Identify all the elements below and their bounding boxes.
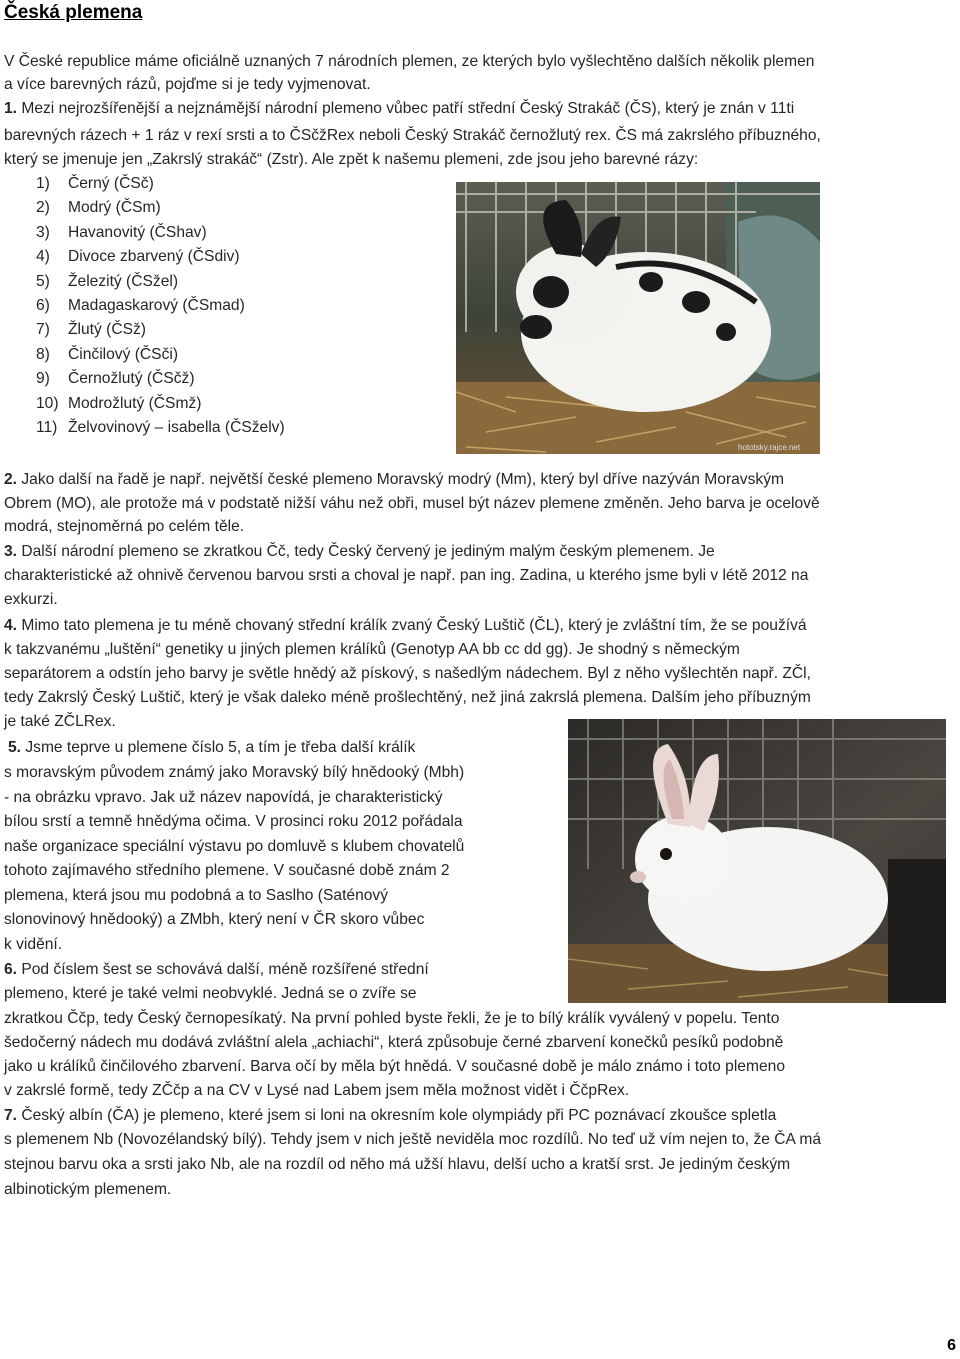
- section-text: Další národní plemeno se zkratkou Čč, tedy Český červený je jediným malým českým plemenem. Je: [17, 543, 715, 560]
- spotted-rabbit-photo: [456, 182, 820, 454]
- intro-line: a více barevných rázů, pojďme si je tedy vyjmenovat.: [4, 76, 371, 93]
- section-7-line: albinotickým plemenem.: [4, 1181, 172, 1198]
- section-text: Jako další na řadě je např. největší české plemeno Moravský modrý (Mm), který byl dříve nazýván Moravským: [17, 471, 784, 488]
- section-5-line: - na obrázku vpravo. Jak už název napovídá, je charakteristický: [4, 789, 443, 806]
- section-6-line: šedočerný nádech mu dodává zvláštní alela „achiachi“, která způsobuje černé zbarvení konečků pesíků podobně: [4, 1034, 784, 1051]
- section-4-line: [4, 614, 807, 638]
- section-6-line: zkratkou Ččp, tedy Český černopesíkatý. Na první pohled byste řekli, že je to bílý králík vyválený v popelu. Tento: [4, 1010, 780, 1027]
- section-5-line: bílou srstí a temně hnědýma očima. V prosinci roku 2012 pořádala: [4, 813, 463, 830]
- intro-line: V České republice máme oficiálně uznaných 7 národních plemen, ze kterých bylo vyšlechtěno dalších několik plemen: [4, 53, 815, 70]
- section-5-line: s moravským původem známý jako Moravský bílý hnědooký (Mbh): [4, 764, 465, 781]
- section-number: 1.: [4, 100, 18, 117]
- section-2-line: [4, 468, 784, 492]
- section-7-line: s plemenem Nb (Novozélandský bílý). Tehdy jsem v nich ještě neviděla moc rozdílů. No teď už vím nejen to, že ČA má: [4, 1131, 822, 1148]
- section-number: 3.: [4, 543, 18, 560]
- section-number: 2.: [4, 471, 18, 488]
- section-4-line: k takzvanému „luštění“ genetiky u jiných plemen králíků (Genotyp AA bb cc dd gg). Je shodný s německým: [4, 641, 740, 658]
- list-item: 2) Modrý (ČSm): [36, 199, 161, 217]
- section-5-line: slonovinový hnědooký) a ZMbh, který není v ČR skoro vůbec: [4, 911, 425, 928]
- section-1-line: barevných rázech + 1 ráz v rexí srsti a to ČSčžRex neboli Český Strakáč černožlutý rex. ČS má zakrslého příbuzného,: [4, 127, 821, 144]
- section-text: Mimo tato plemena je tu méně chovaný střední králík zvaný Český Luštič (ČL), který je zvláštní tím, že se používá: [17, 617, 807, 634]
- section-2-line: modrá, stejnoměrná po celém těle.: [4, 518, 245, 535]
- list-item: 8) Činčilový (ČSči): [36, 345, 179, 363]
- list-item: 1) Černý (ČSč): [36, 175, 154, 192]
- section-4-line: separátorem a odstín jeho barvy je světle hnědý až pískový, s našedlým nádechem. Byl z něho vyšlechtěn např. ZČl,: [4, 665, 811, 682]
- list-item: 5) Železitý (ČSžel): [36, 272, 179, 290]
- section-number: 5.: [8, 739, 22, 756]
- section-5-line: [8, 736, 415, 760]
- section-2-line: Obrem (MO), ale protože má v podstatě nižší váhu než obři, musel být název plemene změněn. Jeho barva je ocelově: [4, 495, 820, 512]
- section-5-line: naše organizace speciální výstavu po domluvě s klubem chovatelů: [4, 838, 465, 855]
- white-rabbit-photo: [568, 719, 946, 1003]
- section-5-line: plemena, která jsou mu podobná a to Saslho (Saténový: [4, 887, 389, 904]
- section-number: 7.: [4, 1107, 18, 1124]
- section-7-line: stejnou barvu oka a srsti jako Nb, ale na rozdíl od něho má užší hlavu, delší ucho a kratší srst. Je jediným českým: [4, 1156, 791, 1173]
- section-6-line: jako u králíků činčilového zbarvení. Barva očí by měla být hnědá. V současné době je málo známo i toto plemeno: [4, 1058, 785, 1075]
- section-5-line: tohoto zajímavého středního plemene. V současné době znám 2: [4, 862, 450, 879]
- section-text: Český albín (ČA) je plemeno, které jsem si loni na okresním kole olympiády při PC poznávací zkoušce spletla: [17, 1107, 777, 1124]
- section-5-line: k vidění.: [4, 936, 63, 953]
- list-item: 11) Želvovinový – isabella (ČSželv): [36, 419, 285, 437]
- list-item: 7) Žlutý (ČSž): [36, 321, 146, 339]
- section-text: Mezi nejrozšířenější a nejznámější národní plemeno vůbec patří střední Český Strakáč (ČS), který je znán v 11ti: [17, 100, 795, 117]
- section-1-line: [4, 97, 794, 121]
- section-number: 6.: [4, 961, 18, 978]
- list-item: 6) Madagaskarový (ČSmad): [36, 297, 245, 315]
- section-3-line: charakteristické až ohnivě červenou barvou srsti a choval je např. pan ing. Zadina, u kterého jsme byli v létě 2012 na: [4, 567, 809, 584]
- photo-watermark: hototsky.rajce.net: [738, 443, 801, 452]
- list-item: 3) Havanovitý (ČShav): [36, 223, 207, 241]
- section-6-line: plemeno, které je také velmi neobvyklé. Jedná se o zvíře se: [4, 985, 417, 1002]
- list-item: 4) Divoce zbarvený (ČSdiv): [36, 248, 240, 266]
- section-number: 4.: [4, 617, 18, 634]
- section-4-line: je také ZČLRex.: [4, 713, 116, 730]
- section-6-line: [4, 958, 429, 982]
- section-1-line: který se jmenuje jen „Zakrslý strakáč“ (Zstr). Ale zpět k našemu plemeni, zde jsou jeho barevné rázy:: [4, 151, 699, 168]
- section-3-line: exkurzi.: [4, 591, 58, 608]
- list-item: 10) Modrožlutý (ČSmž): [36, 394, 202, 412]
- section-3-line: [4, 540, 715, 564]
- section-text: Pod číslem šest se schovává další, méně rozšířené střední: [17, 961, 429, 978]
- section-4-line: tedy Zakrslý Český Luštič, který je však daleko méně prošlechtěný, než jiná zakrslá plemena. Dalším jeho příbuzným: [4, 689, 811, 706]
- list-item: 9) Černožlutý (ČSčž): [36, 370, 195, 388]
- variety-list: [36, 172, 285, 440]
- section-6-line: v zakrslé formě, tedy ZČčp a na CV v Lysé nad Labem jsem měla možnost vidět i ČčpRex.: [4, 1082, 630, 1099]
- section-7-line: [4, 1104, 776, 1128]
- section-text: Jsme teprve u plemene číslo 5, a tím je třeba další králík: [21, 739, 416, 756]
- page-number: 6: [947, 1337, 956, 1354]
- page-title: Česká plemena: [4, 2, 143, 23]
